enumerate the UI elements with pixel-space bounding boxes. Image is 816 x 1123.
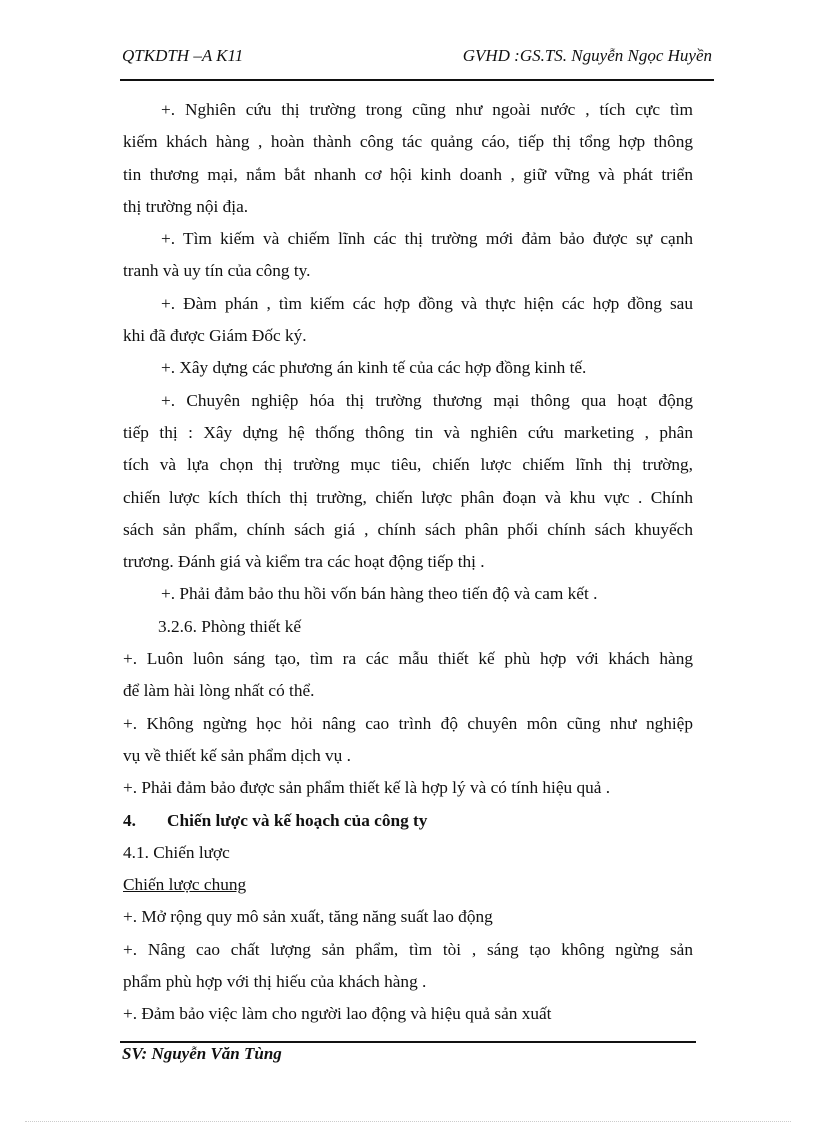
section-number: 4.: [123, 810, 136, 830]
paragraph-line: để làm hài lòng nhất có thể.: [123, 681, 315, 701]
paragraph-line: tin thương mại, nắm bắt nhanh cơ hội kinh doanh , giữ vững và phát triển: [123, 164, 693, 184]
paragraph-line: khi đã được Giám Đốc ký.: [123, 326, 307, 346]
paragraph-line: +. Nghiên cứu thị trường trong cũng như ngoài nước , tích cực tìm: [161, 100, 693, 119]
paragraph-line: +. Đàm phán , tìm kiếm các hợp đồng và thực hiện các hợp đồng sau: [161, 293, 693, 313]
paragraph-line: thị trường nội địa.: [123, 196, 249, 216]
paragraph-line: +. Mở rộng quy mô sản xuất, tăng năng suất lao động: [123, 907, 493, 927]
paragraph-line: tiếp thị : Xây dựng hệ thống thông tin và nghiên cứu marketing , phân: [123, 422, 693, 442]
paragraph-line: trương. Đánh giá và kiểm tra các hoạt động tiếp thị .: [123, 552, 485, 572]
paragraph-line: +. Tìm kiếm và chiếm lĩnh các thị trường mới đảm bảo được sự cạnh: [161, 229, 693, 249]
subsection-title: 4.1. Chiến lược: [123, 842, 230, 862]
paragraph-line: +. Không ngừng học hỏi nâng cao trình độ chuyên môn cũng như nghiệp: [123, 713, 693, 733]
page-edge-dotted-line: [25, 1121, 791, 1122]
paragraph-line: +. Chuyên nghiệp hóa thị trường thương mại thông qua hoạt động: [161, 390, 693, 410]
paragraph-line: +. Luôn luôn sáng tạo, tìm ra các mẫu thiết kế phù hợp với khách hàng: [123, 649, 693, 669]
paragraph-line: sách sản phẩm, chính sách giá , chính sách phân phối chính sách khuyếch: [123, 519, 693, 539]
paragraph-line: chiến lược kích thích thị trường, chiến lược phân đoạn và khu vực . Chính: [123, 487, 693, 507]
header-supervisor: GVHD :GS.TS. Nguyễn Ngọc Huyền: [462, 46, 712, 65]
underlined-subheading: [123, 869, 693, 901]
footer-rule: [120, 1041, 696, 1043]
paragraph-line: kiếm khách hàng , hoàn thành công tác quảng cáo, tiếp thị tổng hợp thông: [123, 132, 693, 152]
paragraph-line: tranh và uy tín của công ty.: [123, 261, 311, 281]
document-body: [123, 94, 693, 1031]
paragraph-line: tích và lựa chọn thị trường mục tiêu, chiến lược chiếm lĩnh thị trường,: [123, 455, 693, 475]
header-course: QTKDTH –A K11: [122, 46, 244, 65]
paragraph-line: +. Đảm bảo việc làm cho người lao động và hiệu quả sản xuất: [123, 1004, 552, 1024]
paragraph-line: +. Phải đảm bảo thu hồi vốn bán hàng theo tiến độ và cam kết .: [161, 584, 598, 604]
footer-author: SV: Nguyễn Văn Tùng: [122, 1044, 282, 1063]
paragraph-line: +. Xây dựng các phương án kinh tế của các hợp đồng kinh tế.: [161, 358, 587, 378]
section-title: Chiến lược và kế hoạch của công ty: [167, 810, 428, 830]
paragraph-line: +. Nâng cao chất lượng sản phẩm, tìm tòi , sáng tạo không ngừng sản: [123, 939, 693, 959]
paragraph-line: vụ về thiết kế sản phẩm dịch vụ .: [123, 745, 351, 765]
underlined-subheading-text: Chiến lược chung: [123, 875, 247, 895]
paragraph-line: +. Phải đảm bảo được sản phẩm thiết kế là hợp lý và có tính hiệu quả .: [123, 778, 611, 798]
section-heading: [123, 805, 693, 837]
paragraph-line: phẩm phù hợp với thị hiếu của khách hàng .: [123, 972, 427, 992]
subsection-title: 3.2.6. Phòng thiết kế: [158, 616, 302, 636]
header-rule: [120, 79, 714, 81]
